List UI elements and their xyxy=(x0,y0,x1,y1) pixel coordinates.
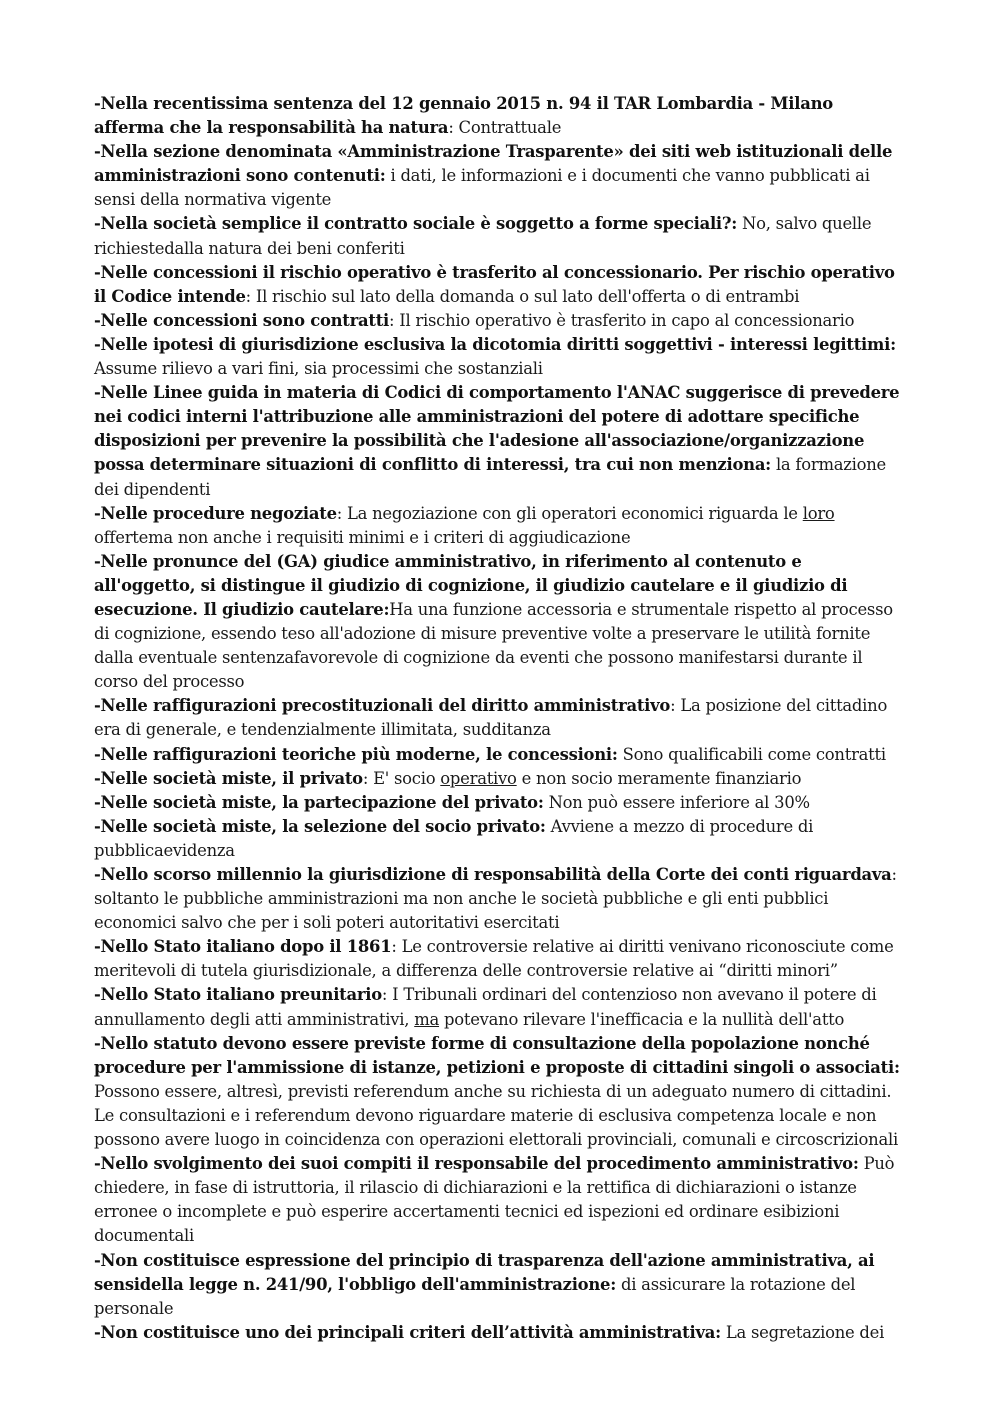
qa-item xyxy=(94,92,906,140)
qa-item xyxy=(94,815,906,863)
qa-item xyxy=(94,381,906,501)
qa-item xyxy=(94,212,906,260)
question-text: -Nella società semplice il contratto sociale è soggetto a forme speciali?: xyxy=(94,214,738,234)
underlined-word: loro xyxy=(802,503,835,523)
question-text: -Nello Stato italiano dopo il 1861 xyxy=(94,937,392,957)
question-text: -Nelle concessioni sono contratti xyxy=(94,310,389,330)
answer-text: la formazione dei dipendenti xyxy=(94,455,887,499)
question-text: -Nelle società miste, la selezione del socio privato: xyxy=(94,816,546,836)
answer-text: Ha una funzione accessoria e strumentale rispetto al processo di cognizione, essendo teso all'adozione di misure preventive volte a preservare le utilità fornite dalla eventuale sentenzafavorevole di cognizione da eventi che possono manifestarsi durante il corso del processo xyxy=(94,599,893,692)
question-text: -Nello svolgimento dei suoi compiti il responsabile del procedimento amministrativo: xyxy=(94,1154,859,1174)
answer-text: Sono qualificabili come contratti xyxy=(617,744,886,764)
answer-text: di assicurare la rotazione del personale xyxy=(94,1274,856,1318)
answer-text-continued: e non socio meramente finanziario xyxy=(516,768,802,788)
answer-text-continued: potevano rilevare l'inefficacia e la nullità dell'atto xyxy=(439,1009,845,1029)
question-text: -Nelle raffigurazioni teoriche più moderne, le concessioni: xyxy=(94,744,618,764)
qa-item xyxy=(94,791,906,815)
answer-text: : Contrattuale xyxy=(448,118,562,138)
question-text: -Nelle concessioni il rischio operativo è trasferito al concessionario. Per rischio operativo il Codice intende xyxy=(94,262,895,306)
question-text: -Non costituisce uno dei principali criteri dell’attività amministrativa: xyxy=(94,1322,721,1342)
qa-item xyxy=(94,309,906,333)
question-text: -Nello scorso millennio la giurisdizione di responsabilità della Corte dei conti riguardava xyxy=(94,865,892,884)
document-page xyxy=(94,92,906,1345)
qa-item xyxy=(94,333,906,381)
qa-item xyxy=(94,743,906,767)
answer-text: : Il rischio sul lato della domanda o sul lato dell'offerta o di entrambi xyxy=(245,286,800,306)
qa-item xyxy=(94,502,906,550)
question-text: -Nelle società miste, il privato xyxy=(94,768,363,788)
question-text: -Nelle raffigurazioni precostituzionali del diritto amministrativo xyxy=(94,696,671,716)
qa-item xyxy=(94,550,906,695)
question-text: -Nelle ipotesi di giurisdizione esclusiva la dicotomia diritti soggettivi - interessi legittimi: xyxy=(94,334,896,354)
question-text: -Nello Stato italiano preunitario xyxy=(94,985,382,1005)
answer-text: i dati, le informazioni e i documenti che vanno pubblicati ai sensi della normativa vigente xyxy=(94,166,870,210)
underlined-word: ma xyxy=(414,1009,440,1029)
answer-text: : Le controversie relative ai diritti venivano riconosciute come meritevoli di tutela giurisdizionale, a differenza delle controversie relative ai “diritti minori” xyxy=(94,937,894,981)
question-text: -Nello statuto devono essere previste forme di consultazione della popolazione nonché procedure per l'ammissione di istanze, petizioni e proposte di cittadini singoli o associati: xyxy=(94,1033,900,1077)
qa-item xyxy=(94,983,906,1031)
question-text: -Nelle Linee guida in materia di Codici di comportamento l'ANAC suggerisce di prevedere nei codici interni l'attribuzione alle amministrazioni del potere di adottare specifiche disposizioni per prevenire la possibilità che l'adesione all'associazione/organizzazione possa determinare situazioni di conflitto di interessi, tra cui non menziona: xyxy=(94,383,900,475)
answer-text-continued: offertema non anche i requisiti minimi e i criteri di aggiudicazione xyxy=(94,527,631,547)
qa-item xyxy=(94,1032,906,1152)
answer-text: : E' socio xyxy=(362,768,441,788)
qa-item xyxy=(94,863,906,935)
qa-item xyxy=(94,140,906,212)
qa-item xyxy=(94,1152,906,1248)
qa-item xyxy=(94,261,906,309)
answer-text: Non può essere inferiore al 30% xyxy=(543,792,810,812)
answer-text: : I Tribunali ordinari del contenzioso non avevano il potere di annullamento degli atti amministrativi, xyxy=(94,985,877,1029)
question-text: -Nella sezione denominata «Amministrazione Trasparente» dei siti web istituzionali delle amministrazioni sono contenuti: xyxy=(94,142,893,186)
qa-item xyxy=(94,767,906,791)
question-text: -Nelle pronunce del (GA) giudice amministrativo, in riferimento al contenuto e all'oggetto, si distingue il giudizio di cognizione, il giudizio cautelare e il giudizio di esecuzione. Il giudizio cautelare: xyxy=(94,551,848,619)
answer-text: : La negoziazione con gli operatori economici riguarda le xyxy=(336,503,803,523)
answer-text: : La posizione del cittadino era di generale, e tendenzialmente illimitata, sudditanza xyxy=(94,696,888,740)
answer-text: Può chiedere, in fase di istruttoria, il rilascio di dichiarazioni e la rettifica di dichiarazioni o istanze erronee o incomplete e può esperire accertamenti tecnici ed ispezioni ed ordinare esibizioni documentali xyxy=(94,1154,895,1246)
qa-item xyxy=(94,1249,906,1321)
answer-text: Possono essere, altresì, previsti referendum anche su richiesta di un adeguato numero di cittadini. Le consultazioni e i referendum devono riguardare materie di esclusiva competenza locale e non possono avere luogo in coincidenza con operazioni elettorali provinciali, comunali e circoscrizionali xyxy=(94,1081,898,1150)
qa-item xyxy=(94,1321,906,1345)
qa-item xyxy=(94,935,906,983)
question-text: -Nelle società miste, la partecipazione del privato: xyxy=(94,792,544,812)
answer-text: : soltanto le pubbliche amministrazioni ma non anche le società pubbliche e gli enti pubblici economici salvo che per i soli poteri autoritativi esercitati xyxy=(94,865,897,933)
underlined-word: operativo xyxy=(440,768,517,788)
answer-text: : Il rischio operativo è trasferito in capo al concessionario xyxy=(389,310,855,330)
question-text: -Nella recentissima sentenza del 12 gennaio 2015 n. 94 il TAR Lombardia - Milano afferma che la responsabilità ha natura xyxy=(94,94,833,138)
qa-item xyxy=(94,694,906,742)
question-text: -Nelle procedure negoziate xyxy=(94,503,337,523)
answer-text: Assume rilievo a vari fini, sia processimi che sostanziali xyxy=(94,359,543,379)
question-text: -Non costituisce espressione del principio di trasparenza dell'azione amministrativa, ai sensidella legge n. 241/90, l'obbligo dell'amministrazione: xyxy=(94,1250,875,1294)
answer-text: No, salvo quelle richiestedalla natura dei beni conferiti xyxy=(94,214,872,258)
answer-text: La segretazione dei xyxy=(720,1322,885,1342)
answer-text: Avviene a mezzo di procedure di pubblicaevidenza xyxy=(94,816,814,860)
